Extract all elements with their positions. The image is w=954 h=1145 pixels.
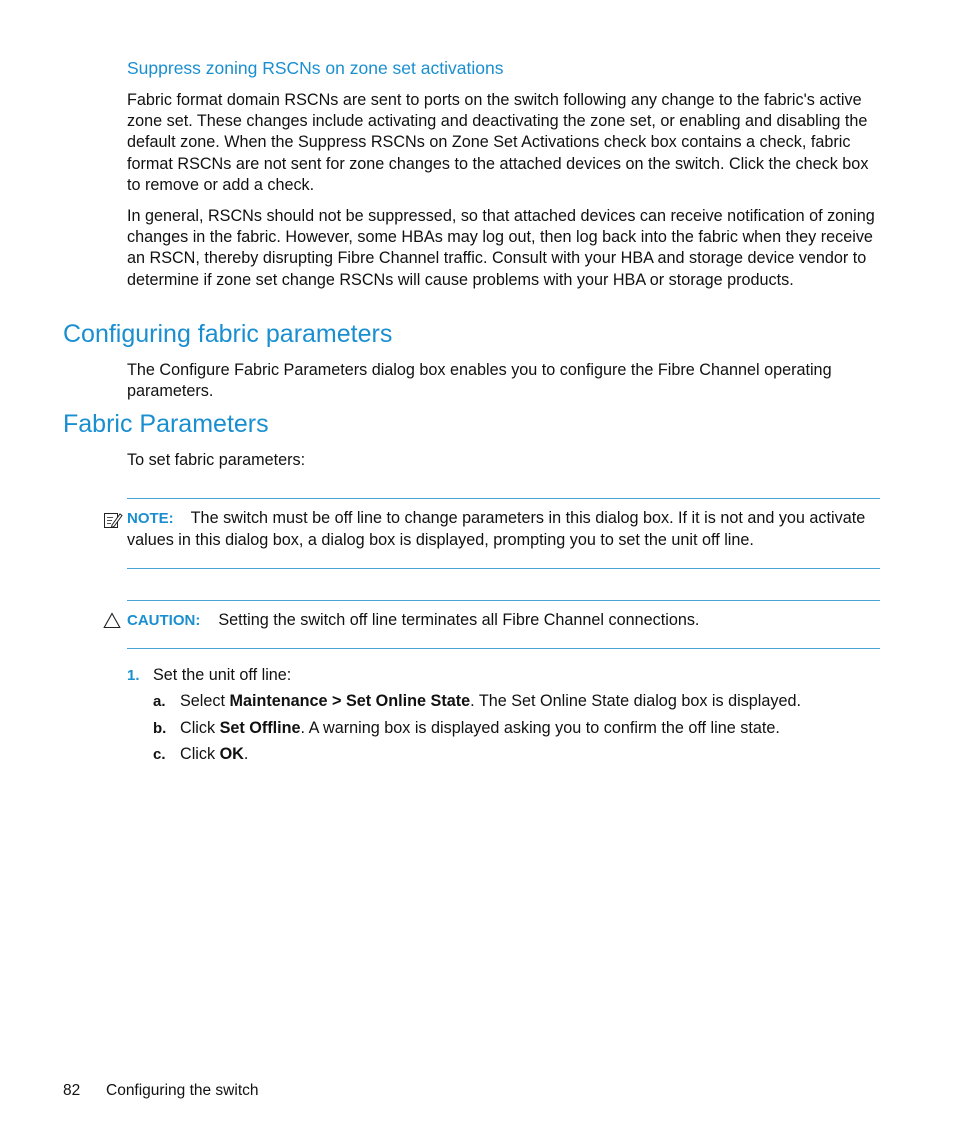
substep-text-pre: Click [180, 719, 220, 737]
button-ref-ok: OK [219, 745, 244, 763]
paragraph-intro: To set fabric parameters: [127, 451, 306, 469]
substep-text-post: . [243, 745, 249, 763]
note-label: NOTE: [127, 510, 174, 527]
substep-letter: c. [153, 746, 166, 763]
substep-letter: a. [153, 693, 166, 710]
paragraph-rscn-format: Fabric format domain RSCNs are sent to ports on the switch following any change to the fabric's active zone set. These changes include activating and deactivating the zone set, or enabling and disabling the default zone. When the Suppress RSCNs on Zone Set Activations check box contains a check, fabric format RSCNs are not sent for zone changes to the attached devices on the switch. Click the check box to remove or add a check. [127, 91, 869, 194]
substep-b [153, 718, 780, 739]
page-number: 82 [63, 1082, 81, 1099]
substep-text-post: . The Set Online State dialog box is displayed. [470, 692, 801, 710]
note-pencil-icon [103, 510, 123, 530]
step-text: Set the unit off line: [153, 666, 292, 684]
heading-fabric-parameters: Fabric Parameters [63, 410, 269, 438]
warning-triangle-icon [103, 612, 121, 629]
caution-text: Setting the switch off line terminates all Fibre Channel connections. [218, 611, 700, 629]
substep-text-pre: Select [180, 692, 230, 710]
menu-path-maintenance-set-online-state: Maintenance > Set Online State [229, 692, 471, 710]
note-text: The switch must be off line to change parameters in this dialog box. If it is not and you activate values in this dialog box, a dialog box is displayed, prompting you to set the unit off line. [127, 509, 866, 549]
section-subheading: Suppress zoning RSCNs on zone set activations [127, 58, 504, 78]
substep-c [153, 744, 248, 765]
caution-block [127, 610, 699, 632]
substep-text-post: . A warning box is displayed asking you to confirm the off line state. [300, 719, 780, 737]
heading-configuring-fabric-parameters: Configuring fabric parameters [63, 320, 393, 348]
paragraph-configure-dialog: The Configure Fabric Parameters dialog box enables you to configure the Fibre Channel operating parameters. [127, 361, 832, 401]
caution-bottom-rule [127, 648, 880, 649]
caution-top-rule [127, 600, 880, 601]
caution-label: CAUTION: [127, 612, 201, 629]
substep-letter: b. [153, 720, 167, 737]
substep-text-pre: Click [180, 745, 220, 763]
step-number: 1. [127, 667, 140, 684]
button-ref-set-offline: Set Offline [219, 719, 301, 737]
paragraph-rscn-general: In general, RSCNs should not be suppressed, so that attached devices can receive notification of zoning changes in the fabric. However, some HBAs may log out, then log back into the fabric when they receive an RSCN, thereby disrupting Fibre Channel traffic. Consult with your HBA and storage device vendor to determine if zone set change RSCNs will cause problems with your HBA or storage products. [127, 207, 875, 289]
substep-a [153, 691, 801, 712]
footer-chapter-title: Configuring the switch [106, 1082, 259, 1099]
note-top-rule [127, 498, 880, 499]
note-bottom-rule [127, 568, 880, 569]
note-block [127, 508, 879, 551]
step-1 [127, 665, 291, 686]
